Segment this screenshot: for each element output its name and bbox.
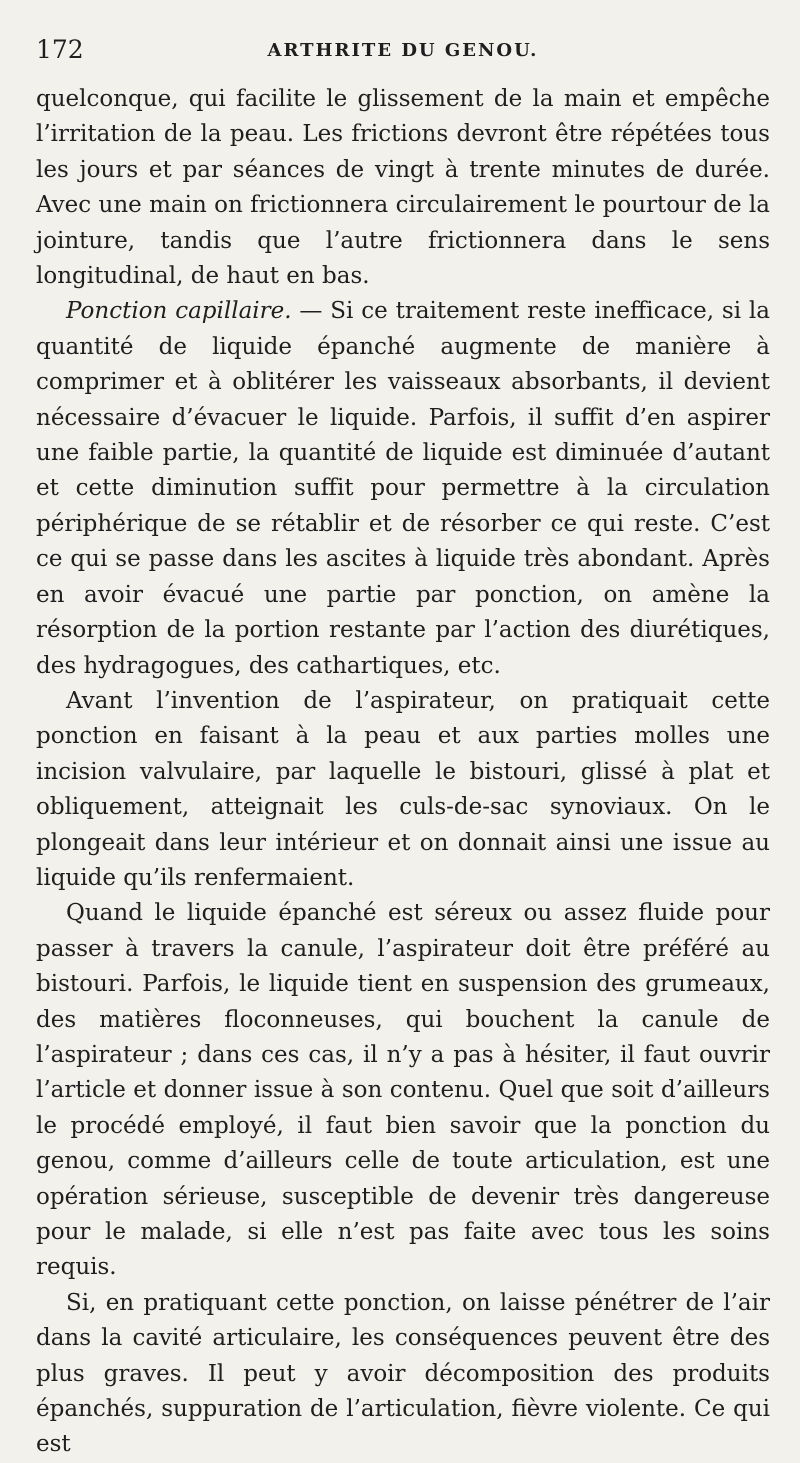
- paragraph-4-text: Quand le liquide épanché est séreux ou assez fluide pour passer à travers la canule, l’aspirateur doit être préféré au bistouri. Parfois, le liquide tient en suspension des grumeaux, des matières floconneuses, qui bouchent la canule de l’aspirateur ; dans ces cas, il n’y a pas à hésiter, il faut ouvrir l’article et donner issue à son contenu. Quel que soit d’ailleurs le procédé employé, il faut bien savoir que la ponction du genou, comme d’ailleurs celle de toute articulation, est une opération sérieuse, susceptible de devenir très dangereuse pour le malade, si elle n’est pas faite avec tous les soins requis.: [36, 900, 770, 1281]
- paragraph-1-text: quelconque, qui facilite le glissement de la main et empêche l’irritation de la peau. Les frictions devront être répétées tous les jours et par séances de vingt à trente minutes de durée. Avec une main on frictionnera circulairement le pourtour de la jointure, tandis que l’autre frictionnera dans le sens longitudinal, de haut en bas.: [36, 86, 770, 290]
- body-text: [36, 82, 770, 1463]
- paragraph-1: [36, 82, 770, 294]
- paragraph-2-text: — Si ce traitement reste inefficace, si la quantité de liquide épanché augmente de manière à comprimer et à oblitérer les vaisseaux absorbants, il devient nécessaire d’évacuer le liquide. Parfois, il suffit d’en aspirer une faible partie, la quantité de liquide est diminuée d’autant et cette diminution suffit pour permettre à la circulation périphérique de se rétablir et de résorber ce qui reste. C’est ce qui se passe dans les ascites à liquide très abondant. Après en avoir évacué une partie par ponction, on amène la résorption de la portion restante par l’action des diurétiques, des hydragogues, des cathartiques, etc.: [36, 298, 770, 679]
- paragraph-5-text: Si, en pratiquant cette ponction, on laisse pénétrer de l’air dans la cavité articulaire, les conséquences peuvent être des plus graves. Il peut y avoir décomposition des produits épanchés, suppuration de l’articulation, fièvre violente. Ce qui est: [36, 1289, 770, 1458]
- paragraph-3-text: Avant l’invention de l’aspirateur, on pratiquait cette ponction en faisant à la peau et aux parties molles une incision valvulaire, par laquelle le bistouri, glissé à plat et obliquement, atteignait les culs-de-sac synoviaux. On le plongeait dans leur intérieur et on donnait ainsi une issue au liquide qu’ils renfermaient.: [36, 687, 770, 891]
- section-heading-ponction-capillaire: Ponction capillaire.: [66, 298, 292, 325]
- paragraph-4: [36, 896, 770, 1285]
- paragraph-5: [36, 1286, 770, 1463]
- paragraph-3: [36, 684, 770, 896]
- page-number: 172: [36, 35, 84, 64]
- page-header: [36, 36, 770, 82]
- running-title: ARTHRITE DU GENOU.: [267, 40, 539, 61]
- paragraph-2: [36, 294, 770, 683]
